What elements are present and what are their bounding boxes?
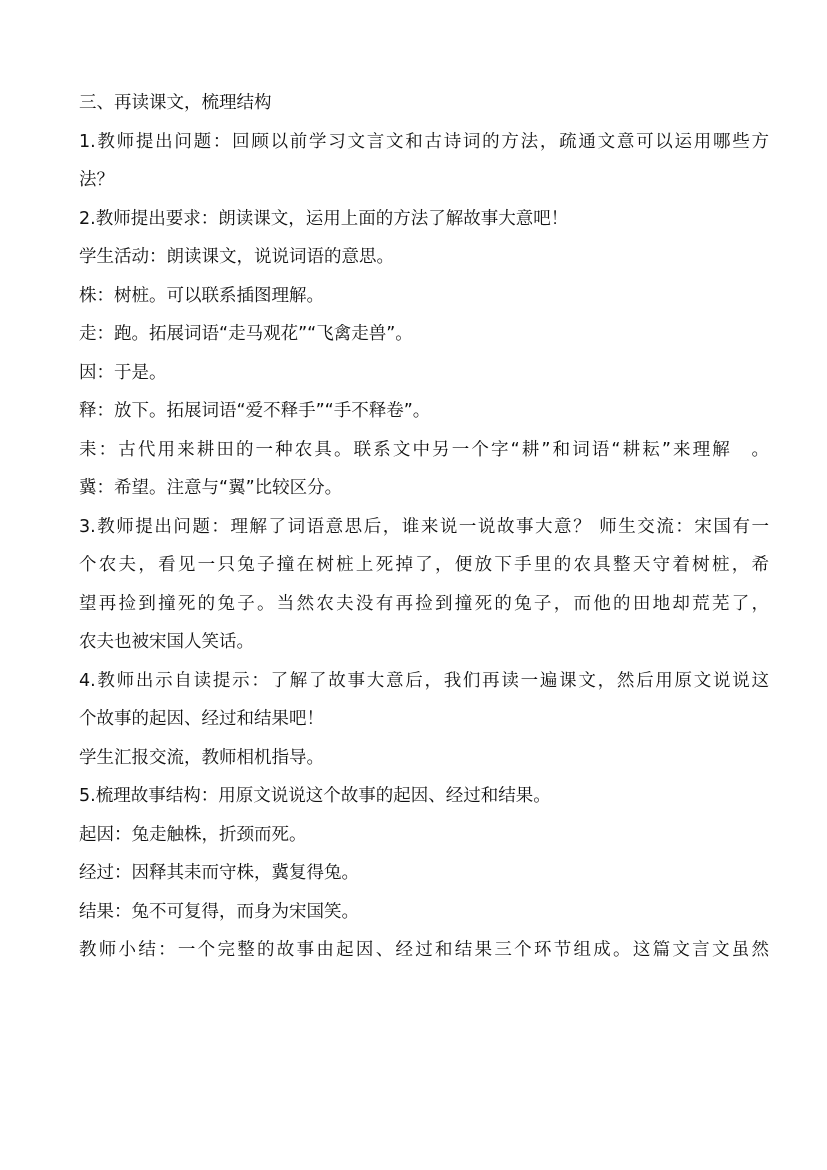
paragraph-line: 望再捡到撞死的兔子。当然农夫没有再捡到撞死的兔子，而他的田地却荒芜了， xyxy=(79,593,769,614)
paragraph-line: 3.教师提出问题：理解了词语意思后，谁来说一说故事大意？ 师生交流：宋国有一 xyxy=(79,516,769,537)
paragraph-line: 4.教师出示自读提示：了解了故事大意后，我们再读一遍课文，然后用原文说说这 xyxy=(79,670,769,691)
paragraph-line: 因：于是。 xyxy=(79,362,167,383)
paragraph-line: 教师小结：一个完整的故事由起因、经过和结果三个环节组成。这篇文言文虽然 xyxy=(79,940,769,960)
paragraph-line: 冀：希望。注意与“翼”比较区分。 xyxy=(79,478,343,498)
paragraph-line: 个故事的起因、经过和结果吧！ xyxy=(79,709,324,729)
paragraph-line: 1.教师提出问题：回顾以前学习文言文和古诗词的方法，疏通文意可以运用哪些方 xyxy=(79,131,769,152)
paragraph-line: 学生汇报交流，教师相机指导。 xyxy=(79,747,324,768)
paragraph-line: 法？ xyxy=(79,170,114,190)
section-heading: 三、再读课文，梳理结构 xyxy=(79,93,272,113)
paragraph-line: 学生活动：朗读课文，说说词语的意思。 xyxy=(79,247,394,267)
paragraph-line: 5.梳理故事结构：用原文说说这个故事的起因、经过和结果。 xyxy=(79,786,551,806)
paragraph-line: 结果：兔不可复得，而身为宋国笑。 xyxy=(79,901,359,922)
paragraph-line: 起因：兔走触株，折颈而死。 xyxy=(79,824,307,845)
paragraph-line: 走：跑。拓展词语“走马观花”“飞禽走兽”。 xyxy=(79,324,413,344)
paragraph-line: 释：放下。拓展词语“爱不释手”“手不释卷”。 xyxy=(79,401,431,421)
paragraph-line: 农夫也被宋国人笑话。 xyxy=(79,632,254,652)
paragraph-line: 2.教师提出要求：朗读课文，运用上面的方法了解故事大意吧！ xyxy=(79,208,569,229)
paragraph-line: 株：树桩。可以联系插图理解。 xyxy=(79,285,324,306)
document-body xyxy=(79,84,769,970)
paragraph-line: 耒：古代用来耕田的一种农具。联系文中另一个字“耕”和词语“耕耘”来理解 。 xyxy=(79,439,769,460)
paragraph-line: 经过：因释其耒而守株，冀复得兔。 xyxy=(79,863,359,883)
paragraph-line: 个农夫，看见一只兔子撞在树桩上死掉了，便放下手里的农具整天守着树桩，希 xyxy=(79,555,769,575)
